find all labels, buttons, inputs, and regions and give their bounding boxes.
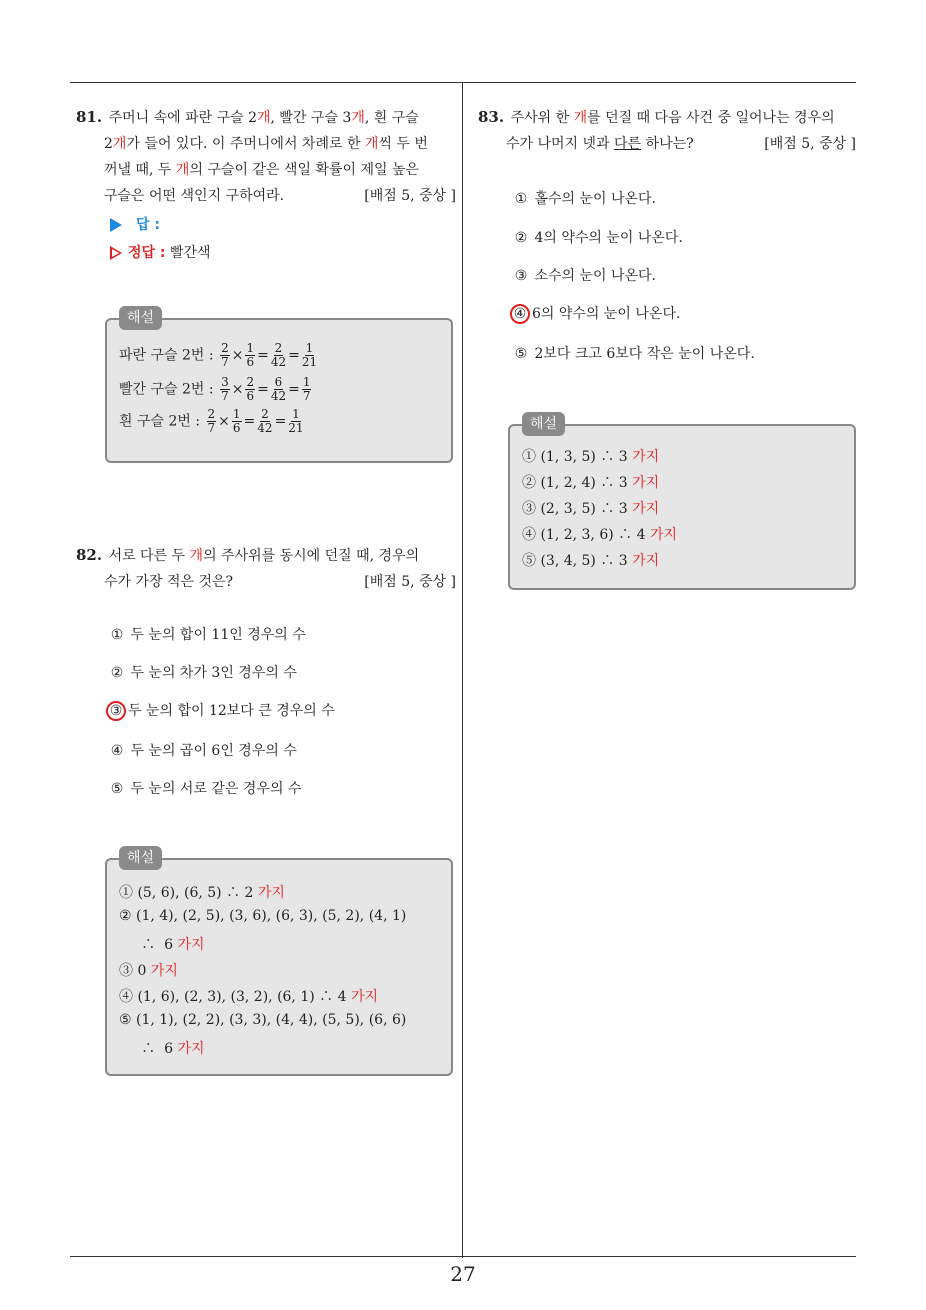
option-1[interactable] xyxy=(108,624,306,644)
explain-line xyxy=(119,1038,205,1058)
text: 를 던질 때 다음 사건 중 일어나는 경우의 xyxy=(587,110,835,126)
option-text: 2보다 크고 6보다 작은 눈이 나온다. xyxy=(534,346,755,362)
numerator: 2 xyxy=(261,407,269,421)
top-rule xyxy=(70,82,856,83)
answer-label: 답 : xyxy=(136,217,160,233)
fraction xyxy=(288,408,303,435)
denominator: 6 xyxy=(232,421,241,435)
explain-line xyxy=(119,908,406,924)
explain-line xyxy=(522,446,659,466)
bottom-rule xyxy=(70,1256,856,1257)
explanation-tag: 해설 xyxy=(522,412,565,436)
text: 수가 가장 적은 것은? xyxy=(104,574,234,590)
denominator: 6 xyxy=(246,389,255,403)
explain-line xyxy=(119,1012,406,1028)
option-text: 두 눈의 합이 12보다 큰 경우의 수 xyxy=(128,703,335,719)
correct-arrow-icon xyxy=(110,246,122,260)
fraction xyxy=(232,408,242,435)
operator: = xyxy=(257,381,269,398)
explain-line xyxy=(522,472,659,492)
text: 구슬은 어떤 색인지 구하여라. xyxy=(104,188,285,204)
text: , 흰 구슬 xyxy=(364,110,419,126)
explain-line xyxy=(522,524,677,544)
red-text: 개 xyxy=(112,136,127,152)
question-number: 81. xyxy=(76,108,103,126)
explain-prefix: 빨간 구슬 2번 : xyxy=(119,381,214,398)
explain-line xyxy=(522,498,659,518)
answer-arrow-icon xyxy=(110,218,122,232)
operator: × xyxy=(218,413,230,430)
fraction xyxy=(302,376,312,403)
option-text: 소수의 눈이 나온다. xyxy=(534,268,656,284)
option-text: 두 눈의 합이 11인 경우의 수 xyxy=(130,627,306,643)
option-mark: ⑤ xyxy=(514,346,528,362)
text: 수가 나머지 넷과 xyxy=(506,136,615,152)
numerator: 1 xyxy=(232,407,241,421)
option-3[interactable] xyxy=(108,700,335,721)
red-text: 개 xyxy=(189,548,204,564)
text: , 빨간 구슬 3 xyxy=(270,110,352,126)
denominator: 7 xyxy=(302,389,311,403)
red-text: 개 xyxy=(175,162,190,178)
explain-red: 가지 xyxy=(150,963,178,979)
explain-text: ① (1, 3, 5) ∴ 3 xyxy=(522,449,633,465)
explain-text: ④ (1, 6), (2, 3), (3, 2), (6, 1) ∴ 4 xyxy=(119,989,351,1005)
explain-line xyxy=(119,376,313,403)
question-number: 82. xyxy=(76,546,103,564)
operator: × xyxy=(231,381,244,398)
text: 의 구슬이 같은 색일 확률이 제일 높은 xyxy=(189,162,419,178)
explain-text: ⑤ (3, 4, 5) ∴ 3 xyxy=(522,553,633,569)
explain-red: 가지 xyxy=(350,989,379,1005)
option-5[interactable] xyxy=(108,778,301,798)
explain-red: 가지 xyxy=(632,553,660,569)
text: 주사위 한 xyxy=(510,110,574,126)
explain-prefix: 흰 구슬 2번 : xyxy=(119,413,201,430)
option-mark: ① xyxy=(110,627,124,643)
question-number: 83. xyxy=(478,108,505,126)
numerator: 1 xyxy=(302,375,311,389)
fraction xyxy=(271,376,286,403)
explain-red: 가지 xyxy=(649,527,678,543)
numerator: 6 xyxy=(274,375,283,389)
text: 2 xyxy=(104,136,113,152)
explain-line xyxy=(119,342,319,369)
red-text: 개 xyxy=(351,110,365,126)
option-mark: ② xyxy=(514,230,528,246)
explain-text: ④ (1, 2, 3, 6) ∴ 4 xyxy=(522,527,650,543)
score-meta: [배점 5, 중상 ] xyxy=(364,188,456,204)
explain-text: ③ (2, 3, 5) ∴ 3 xyxy=(522,501,633,517)
correct-value: 빨간색 xyxy=(169,245,211,261)
operator: = xyxy=(274,413,287,430)
denominator: 7 xyxy=(221,389,229,403)
explain-line xyxy=(119,960,178,980)
page-number: 27 xyxy=(450,1262,476,1286)
answer-row xyxy=(110,212,160,238)
explain-text: ② (1, 4), (2, 5), (3, 6), (6, 3), (5, 2), (4, 1) xyxy=(119,908,407,924)
fraction xyxy=(271,342,286,369)
explain-text: ∴ 6 xyxy=(119,1041,178,1057)
denominator: 21 xyxy=(288,421,304,435)
denominator: 7 xyxy=(221,355,229,369)
option-mark: ④ xyxy=(110,743,124,759)
denominator: 42 xyxy=(257,421,273,435)
question-82 xyxy=(76,542,456,595)
denominator: 7 xyxy=(207,421,216,435)
explain-text: ② (1, 2, 4) ∴ 3 xyxy=(522,475,633,491)
operator: = xyxy=(288,381,300,398)
text: 꺼낼 때, 두 xyxy=(104,162,176,178)
text: 하나는? xyxy=(641,136,694,152)
question-81 xyxy=(76,104,456,209)
option-5[interactable] xyxy=(512,343,755,363)
explain-red: 가지 xyxy=(632,501,660,517)
explanation-box-81 xyxy=(105,310,453,463)
option-mark: ① xyxy=(514,191,528,207)
text: 가 들어 있다. 이 주머니에서 차례로 한 xyxy=(126,136,365,152)
option-text: 두 눈의 서로 같은 경우의 수 xyxy=(130,781,302,797)
explain-red: 가지 xyxy=(177,1041,205,1057)
explain-text: ∴ 6 xyxy=(119,937,178,953)
underlined-text: 다른 xyxy=(614,136,642,152)
fraction xyxy=(302,342,317,369)
explain-text: ⑤ (1, 1), (2, 2), (3, 3), (4, 4), (5, 5), (6, 6) xyxy=(119,1012,407,1028)
text: 주머니 속에 파란 구슬 2 xyxy=(108,110,257,126)
explanation-tag: 해설 xyxy=(119,846,162,870)
fraction xyxy=(220,342,230,369)
fraction xyxy=(207,408,217,435)
option-text: 4의 약수의 눈이 나온다. xyxy=(534,230,683,246)
numerator: 1 xyxy=(246,341,255,355)
numerator: 2 xyxy=(246,375,255,389)
explanation-tag: 해설 xyxy=(119,306,162,330)
selected-option-mark: ④ xyxy=(510,304,530,324)
numerator: 3 xyxy=(221,375,229,389)
correct-answer-row xyxy=(110,240,211,266)
explanation-box-82 xyxy=(105,850,453,1076)
denominator: 42 xyxy=(270,389,287,403)
explain-red: 가지 xyxy=(177,937,205,953)
explain-line xyxy=(119,882,285,902)
fraction xyxy=(257,408,272,435)
numerator: 2 xyxy=(274,341,283,355)
option-mark: ⑤ xyxy=(110,781,124,797)
option-4[interactable] xyxy=(512,303,680,324)
explain-red: 가지 xyxy=(632,449,660,465)
option-1[interactable] xyxy=(512,188,656,208)
option-text: 6의 약수의 눈이 나온다. xyxy=(532,306,681,322)
selected-option-mark: ③ xyxy=(106,701,126,721)
numerator: 2 xyxy=(207,407,216,421)
red-text: 개 xyxy=(257,110,271,126)
explain-text: ① (5, 6), (6, 5) ∴ 2 xyxy=(119,885,258,901)
explain-line xyxy=(522,550,659,570)
operator: = xyxy=(243,413,256,430)
operator: × xyxy=(231,347,244,364)
fraction xyxy=(245,376,255,403)
text: 서로 다른 두 xyxy=(108,548,190,564)
operator: = xyxy=(257,347,269,364)
option-text: 두 눈의 곱이 6인 경우의 수 xyxy=(130,743,297,759)
question-83 xyxy=(478,104,856,157)
text: 씩 두 번 xyxy=(378,136,428,152)
red-text: 개 xyxy=(573,110,588,126)
denominator: 21 xyxy=(301,355,318,369)
option-2[interactable] xyxy=(512,227,683,247)
numerator: 1 xyxy=(305,341,314,355)
correct-label: 정답 : xyxy=(128,245,166,261)
numerator: 1 xyxy=(292,407,300,421)
explain-red: 가지 xyxy=(632,475,660,491)
explain-text: ③ 0 xyxy=(119,963,151,979)
score-meta: [배점 5, 중상 ] xyxy=(764,136,856,152)
option-2[interactable] xyxy=(108,662,297,682)
fraction xyxy=(245,342,255,369)
option-3[interactable] xyxy=(512,265,656,285)
explain-line xyxy=(119,986,378,1006)
explanation-box-83 xyxy=(508,416,856,590)
explain-line xyxy=(119,934,205,954)
explain-red: 가지 xyxy=(257,885,285,901)
column-divider xyxy=(462,83,463,1258)
option-mark: ② xyxy=(110,665,124,681)
numerator: 2 xyxy=(221,341,229,355)
explain-prefix: 파란 구슬 2번 : xyxy=(119,347,214,364)
option-mark: ③ xyxy=(514,268,528,284)
operator: = xyxy=(288,347,300,364)
denominator: 42 xyxy=(270,355,287,369)
option-text: 두 눈의 차가 3인 경우의 수 xyxy=(130,665,297,681)
explain-line xyxy=(119,408,306,435)
denominator: 6 xyxy=(246,355,255,369)
option-text: 홀수의 눈이 나온다. xyxy=(534,191,656,207)
score-meta: [배점 5, 중상 ] xyxy=(364,574,456,590)
option-4[interactable] xyxy=(108,740,297,760)
fraction xyxy=(220,376,230,403)
red-text: 개 xyxy=(364,136,379,152)
text: 의 주사위를 동시에 던질 때, 경우의 xyxy=(203,548,420,564)
